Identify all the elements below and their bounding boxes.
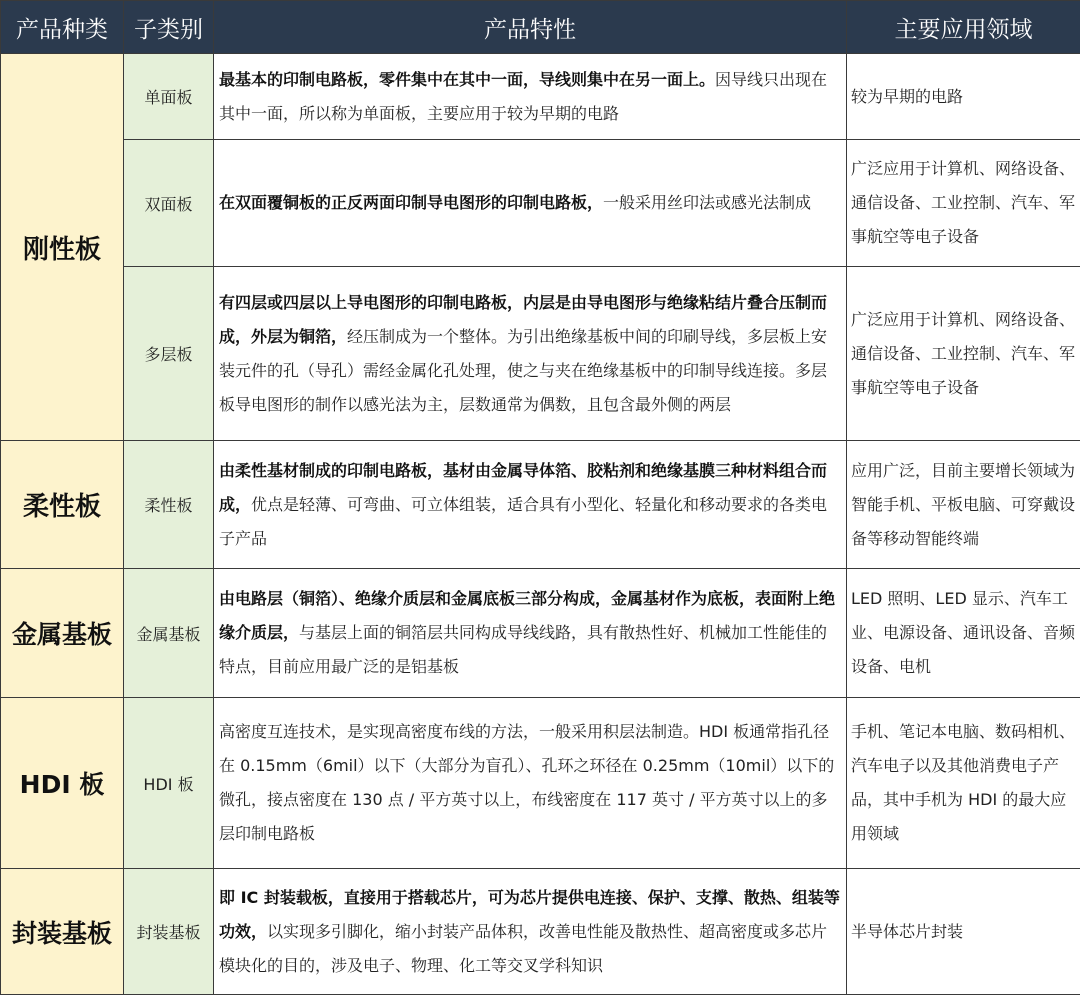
header-features: 产品特性 [214, 1, 847, 54]
features-bold: 由柔性基材制成的印制电路板，基材由金属导体箔、胶粘剂和绝缘基膜三种材料组合而成， [219, 461, 827, 514]
features-bold: 有四层或四层以上导电图形的印制电路板，内层是由导电图形与绝缘粘结片叠合压制而成，外层为铜箔， [219, 293, 827, 346]
table-row [1, 54, 1080, 140]
features-bold: 由电路层（铜箔）、绝缘介质层和金属底板三部分构成，金属基材作为底板，表面附上绝缘介质层， [219, 589, 835, 642]
table-row [1, 869, 1080, 995]
features-bold: 最基本的印制电路板，零件集中在其中一面，导线则集中在另一面上。 [219, 70, 715, 89]
applications-multilayer: 广泛应用于计算机、网络设备、通信设备、工业控制、汽车、军事航空等电子设备 [847, 267, 1080, 441]
category-metal: 金属基板 [1, 569, 124, 698]
features-text: 一般采用丝印法或感光法制成 [603, 193, 811, 212]
category-hdi: HDI 板 [1, 698, 124, 869]
applications-package: 半导体芯片封装 [847, 869, 1080, 995]
subcategory-double-sided: 双面板 [124, 140, 214, 267]
features-metal [214, 569, 847, 698]
table-row [1, 698, 1080, 869]
table-row [1, 267, 1080, 441]
table-row [1, 140, 1080, 267]
features-multilayer [214, 267, 847, 441]
features-text: 高密度互连技术，是实现高密度布线的方法，一般采用积层法制造。HDI 板通常指孔径在 0.15mm（6mil）以下（大部分为盲孔）、孔环之环径在 0.25mm（10mil）以下的微孔，接点密度在 130 点 / 平方英寸以上，布线密度在 117 英寸 / 平方英寸以上的多层印制电路板 [219, 722, 834, 843]
features-flexible [214, 441, 847, 569]
subcategory-single-sided: 单面板 [124, 54, 214, 140]
applications-hdi: 手机、笔记本电脑、数码相机、汽车电子以及其他消费电子产品，其中手机为 HDI 的最大应用领域 [847, 698, 1080, 869]
table-row [1, 569, 1080, 698]
features-text: 与基层上面的铜箔层共同构成导线线路，具有散热性好、机械加工性能佳的特点，目前应用最广泛的是铝基板 [219, 623, 827, 676]
subcategory-metal: 金属基板 [124, 569, 214, 698]
features-text: 优点是轻薄、可弯曲、可立体组装，适合具有小型化、轻量化和移动要求的各类电子产品 [219, 495, 827, 548]
table-row [1, 441, 1080, 569]
category-flexible: 柔性板 [1, 441, 124, 569]
features-bold: 即 IC 封装载板，直接用于搭载芯片，可为芯片提供电连接、保护、支撑、散热、组装等功效， [219, 888, 840, 941]
applications-single-sided: 较为早期的电路 [847, 54, 1080, 140]
features-double-sided [214, 140, 847, 267]
subcategory-hdi: HDI 板 [124, 698, 214, 869]
applications-double-sided: 广泛应用于计算机、网络设备、通信设备、工业控制、汽车、军事航空等电子设备 [847, 140, 1080, 267]
subcategory-package: 封装基板 [124, 869, 214, 995]
applications-metal: LED 照明、LED 显示、汽车工业、电源设备、通讯设备、音频设备、电机 [847, 569, 1080, 698]
header-row [1, 1, 1080, 54]
features-text: 因导线只出现在其中一面，所以称为单面板，主要应用于较为早期的电路 [219, 70, 827, 123]
subcategory-multilayer: 多层板 [124, 267, 214, 441]
features-single-sided [214, 54, 847, 140]
features-hdi [214, 698, 847, 869]
features-text: 经压制成为一个整体。为引出绝缘基板中间的印刷导线，多层板上安装元件的孔（导孔）需经金属化孔处理，使之与夹在绝缘基板中的印制导线连接。多层板导电图形的制作以感光法为主，层数通常为偶数，且包含最外侧的两层 [219, 327, 827, 414]
applications-flexible: 应用广泛，目前主要增长领域为智能手机、平板电脑、可穿戴设备等移动智能终端 [847, 441, 1080, 569]
category-rigid: 刚性板 [1, 54, 124, 441]
header-applications: 主要应用领域 [847, 1, 1080, 54]
header-category: 产品种类 [1, 1, 124, 54]
category-package: 封装基板 [1, 869, 124, 995]
features-package [214, 869, 847, 995]
subcategory-flexible: 柔性板 [124, 441, 214, 569]
header-subcategory: 子类别 [124, 1, 214, 54]
features-bold: 在双面覆铜板的正反两面印制导电图形的印制电路板， [219, 193, 603, 212]
features-text: 以实现多引脚化，缩小封装产品体积，改善电性能及散热性、超高密度或多芯片模块化的目的，涉及电子、物理、化工等交叉学科知识 [219, 922, 827, 975]
